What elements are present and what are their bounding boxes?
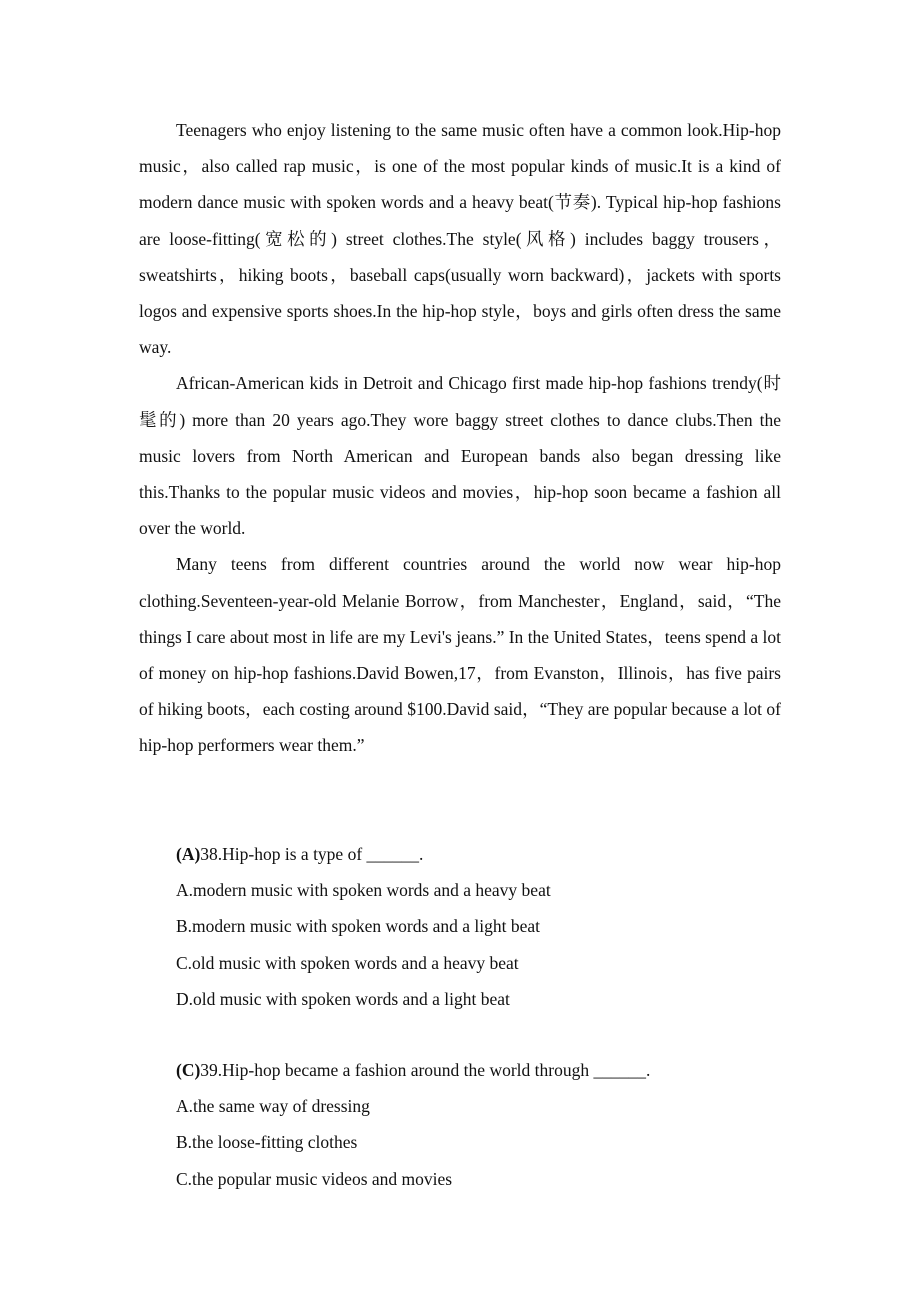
reading-passage [139, 112, 781, 764]
option-c: C.old music with spoken words and a heavy beat [176, 952, 519, 973]
option-a: A.modern music with spoken words and a heavy beat [176, 880, 551, 901]
answer-label: (A) [176, 844, 201, 864]
question-text: 38.Hip-hop is a type of ______. [200, 844, 424, 864]
question-text: 39.Hip-hop became a fashion around the world through ______. [200, 1060, 651, 1080]
option-d: D.old music with spoken words and a light beat [176, 988, 510, 1009]
option-a: A.the same way of dressing [176, 1096, 370, 1117]
question-39 [176, 1052, 816, 1197]
answer-label: (C) [176, 1060, 201, 1080]
option-b: B.the loose-fitting clothes [176, 1132, 358, 1153]
passage-paragraph-2: African-American kids in Detroit and Chicago first made hip-hop fashions trendy(时髦的) more than 20 years ago.They wore baggy street clothes to dance clubs.Then the music lovers from North American and European bands also began dressing like this.Thanks to the popular music videos and movies，hip-hop soon became a fashion all over the world. [139, 373, 781, 539]
passage-paragraph-3: Many teens from different countries around the world now wear hip-hop clothing.Seventeen-year-old Melanie Borrow，from Manchester，England，said，“The things I care about most in life are my Levi's jeans.” In the United States，teens spend a lot of money on hip-hop fashions.David Bowen,17，from Evanston，Illinois，has five pairs of hiking boots，each costing around $100.David said，“They are popular because a lot of hip-hop performers wear them.” [139, 554, 781, 756]
question-stem [176, 1052, 816, 1088]
question-38 [176, 836, 816, 1017]
option-b: B.modern music with spoken words and a light beat [176, 916, 541, 937]
question-stem [176, 836, 816, 872]
option-c: C.the popular music videos and movies [176, 1168, 453, 1189]
passage-paragraph-1: Teenagers who enjoy listening to the same music often have a common look.Hip-hop music，also called rap music，is one of the most popular kinds of music.It is a kind of modern dance music with spoken words and a heavy beat(节奏). Typical hip-hop fashions are loose-fitting(宽松的) street clothes.The style(风格) includes baggy trousers，sweatshirts，hiking boots，baseball caps(usually worn backward)，jackets with sports logos and expensive sports shoes.In the hip-hop style，boys and girls often dress the same way. [139, 120, 781, 358]
